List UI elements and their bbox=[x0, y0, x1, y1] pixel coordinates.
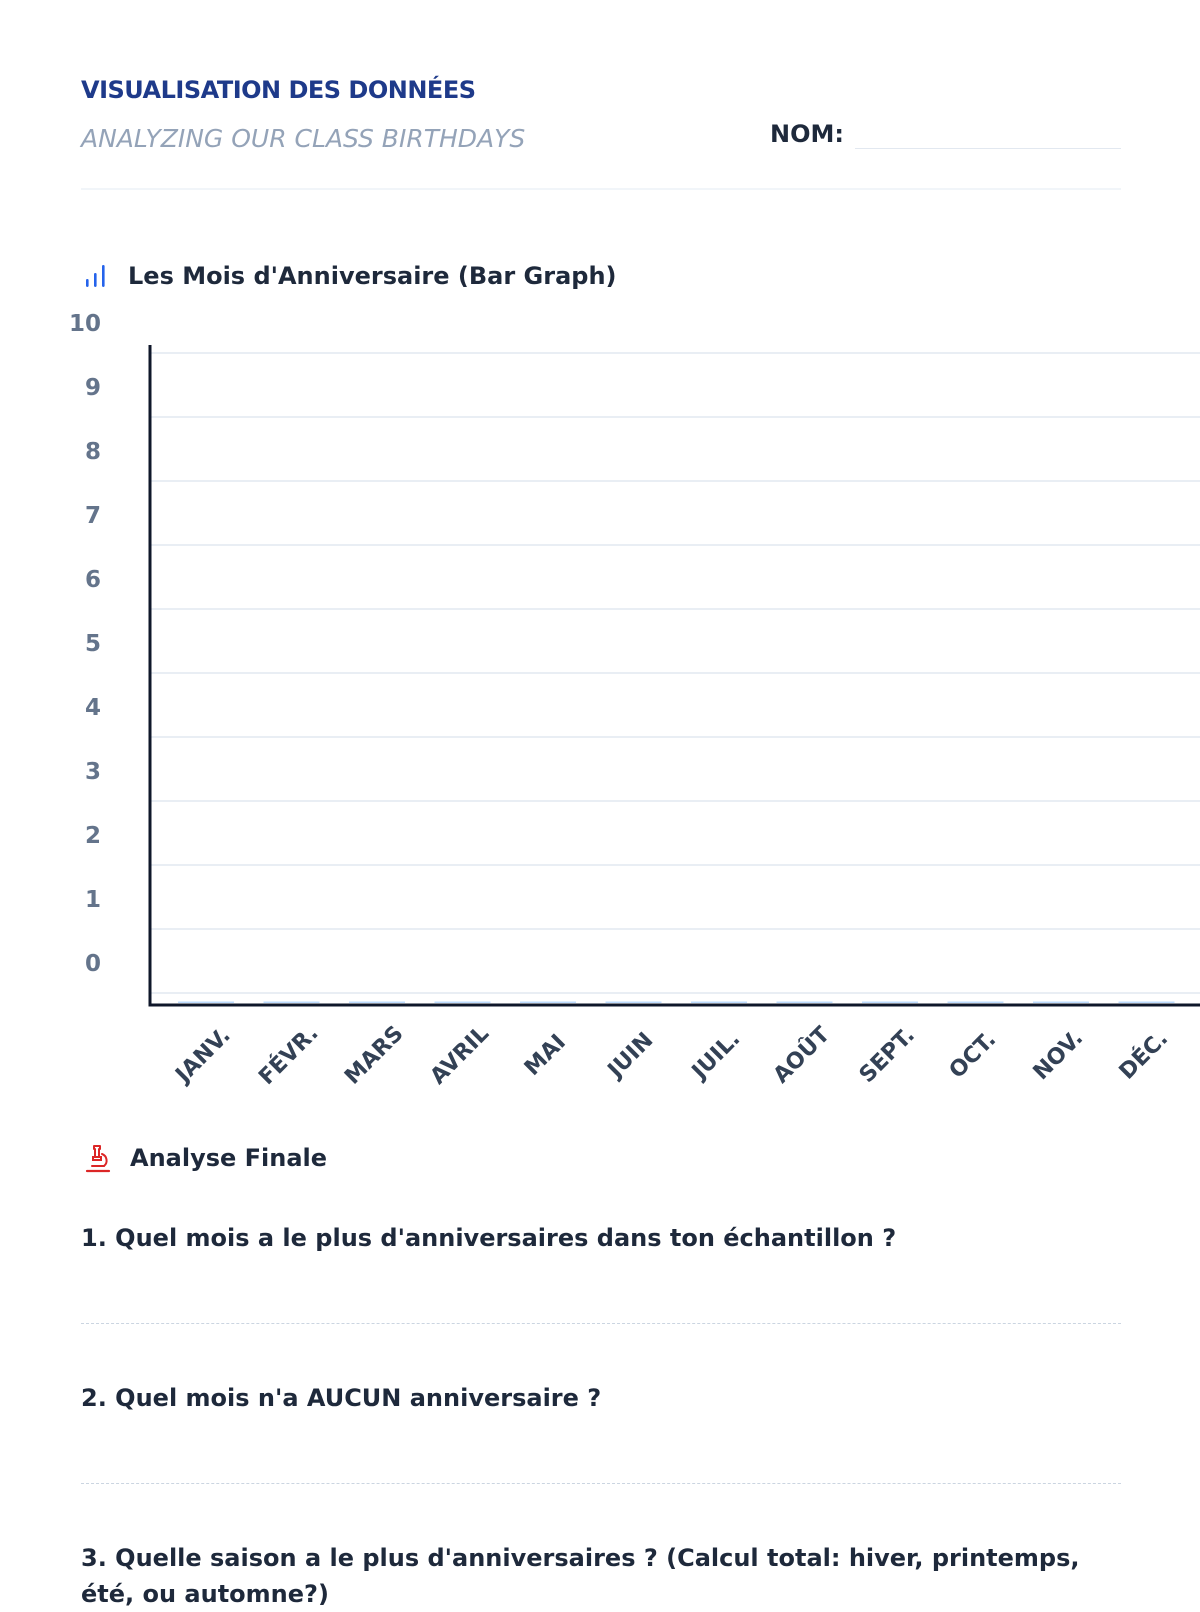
x-tick-label: JUIL. bbox=[687, 1026, 746, 1085]
y-tick-label: 10 bbox=[68, 311, 101, 337]
analysis-section-title: Analyse Finale bbox=[130, 1144, 328, 1172]
microscope-icon bbox=[84, 1143, 112, 1173]
bar bbox=[862, 1002, 918, 1004]
question-2: 2. Quel mois n'a AUCUN anniversaire ? bbox=[81, 1384, 602, 1412]
analysis-section-heading bbox=[84, 1143, 327, 1173]
page-subtitle: ANALYZING OUR CLASS BIRTHDAYS bbox=[81, 124, 526, 153]
x-tick-label: SEPT. bbox=[854, 1022, 920, 1088]
question-1: 1. Quel mois a le plus d'anniversaires dans ton échantillon ? bbox=[81, 1224, 897, 1252]
answer-line-1[interactable] bbox=[81, 1323, 1121, 1324]
y-tick-label: 8 bbox=[84, 439, 101, 465]
bar bbox=[606, 1002, 662, 1004]
x-tick-label: JANV. bbox=[171, 1023, 236, 1088]
y-tick-label: 2 bbox=[84, 823, 101, 849]
y-tick-label: 5 bbox=[84, 631, 101, 657]
bar bbox=[948, 1002, 1004, 1004]
question-3: 3. Quelle saison a le plus d'anniversaires ? (Calcul total: hiver, printemps, été, ou automne?) bbox=[81, 1544, 1080, 1608]
bar bbox=[691, 1002, 747, 1004]
x-tick-label: AOÛT bbox=[768, 1022, 835, 1089]
x-tick-label: JUIN bbox=[603, 1027, 659, 1083]
bar bbox=[264, 1002, 320, 1004]
x-tick-label: MAI bbox=[519, 1029, 571, 1081]
bar bbox=[435, 1002, 491, 1004]
birthday-bar-chart bbox=[0, 311, 1200, 1130]
answer-line-2[interactable] bbox=[81, 1483, 1121, 1484]
y-tick-label: 3 bbox=[84, 759, 101, 785]
bar bbox=[520, 1002, 576, 1004]
chart-section-heading bbox=[84, 262, 617, 290]
y-tick-label: 4 bbox=[84, 695, 101, 721]
name-label: NOM: bbox=[770, 120, 844, 148]
y-tick-label: 1 bbox=[84, 887, 101, 913]
name-input-line[interactable] bbox=[855, 148, 1121, 149]
x-tick-label: AVRIL bbox=[425, 1021, 495, 1090]
bar bbox=[1119, 1002, 1175, 1004]
y-tick-label: 9 bbox=[84, 375, 101, 401]
y-tick-label: 0 bbox=[84, 951, 101, 977]
bar bbox=[178, 1002, 234, 1004]
bar bbox=[1033, 1002, 1089, 1004]
x-tick-label: FÉVR. bbox=[254, 1020, 324, 1090]
x-tick-label: DÉC. bbox=[1114, 1026, 1174, 1085]
x-tick-label: OCT. bbox=[944, 1027, 1002, 1084]
page-title: VISUALISATION DES DONNÉES bbox=[81, 76, 476, 104]
y-tick-label: 7 bbox=[84, 503, 101, 529]
header-divider bbox=[81, 188, 1121, 190]
y-tick-label: 6 bbox=[84, 567, 101, 593]
x-tick-label: NOV. bbox=[1028, 1025, 1089, 1086]
bar-chart-icon bbox=[84, 263, 110, 289]
bar bbox=[349, 1002, 405, 1004]
x-tick-label: MARS bbox=[340, 1021, 409, 1090]
bar bbox=[777, 1002, 833, 1004]
chart-section-title: Les Mois d'Anniversaire (Bar Graph) bbox=[128, 262, 617, 290]
